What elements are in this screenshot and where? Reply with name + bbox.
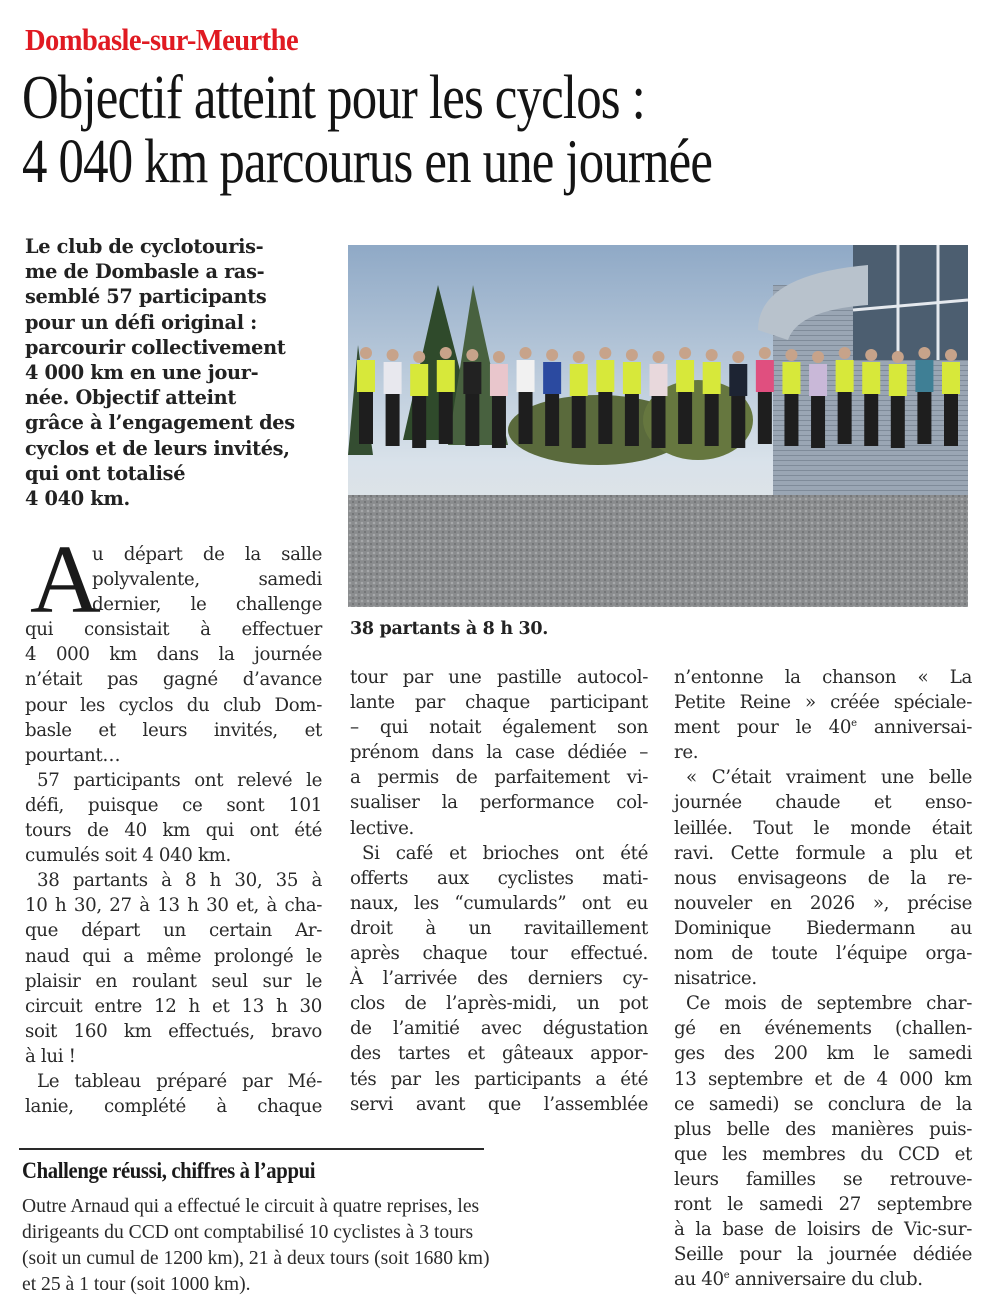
lead-line: grâce à l’engagement des	[25, 411, 295, 435]
body-line: « C’était vraiment une belle	[686, 767, 972, 789]
body-line: ce samedi) se conclura de la	[674, 1093, 972, 1115]
cyclist-figure	[437, 347, 455, 444]
body-line: clos de l’après-midi, un pot	[350, 993, 648, 1015]
body-column-1	[25, 526, 322, 1119]
body-line: Ce mois de septembre char-	[686, 993, 972, 1015]
box-line: dirigeants du CCD ont comptabilisé 10 cyclistes à 3 tours	[22, 1222, 474, 1243]
cyclist-figure	[463, 349, 481, 446]
headline-line: Objectif atteint pour les cyclos :	[22, 64, 645, 132]
body-line: dernier, le challenge	[92, 594, 322, 616]
box-line: et 25 à 1 tour (soit 1000 km).	[22, 1274, 251, 1295]
body-line: lective.	[350, 817, 414, 839]
body-line: pour les cyclos du club Dom-	[25, 694, 322, 716]
body-line: nous envisageons de la re-	[674, 867, 972, 889]
body-line: lanie, complété à chaque	[25, 1096, 322, 1118]
body-line: au 40e anniversaire du club.	[674, 1269, 923, 1291]
cyclist-figure	[915, 347, 933, 444]
box-divider	[19, 1148, 484, 1150]
drop-cap: A	[30, 526, 101, 634]
body-line: pourtant…	[25, 744, 121, 766]
body-line: gé en événements (challen-	[674, 1018, 972, 1040]
article-headline	[22, 66, 924, 194]
cyclist-figure	[782, 349, 800, 446]
body-line: après chaque tour effectué.	[350, 943, 648, 965]
body-line: Dominique Biedermann au	[674, 917, 972, 939]
body-line: – qui notait également son	[350, 717, 648, 739]
body-line: 38 partants à 8 h 30, 35 à	[37, 870, 322, 892]
cyclist-figure	[490, 351, 508, 448]
body-line: journée chaude et enso-	[674, 792, 972, 814]
body-line: À l’arrivée des derniers cy-	[350, 968, 648, 990]
body-line: nom de toute l’équipe orga-	[674, 943, 972, 965]
lead-line: me de Dombasle a ras-	[25, 260, 265, 284]
body-line: lante par chaque participant	[350, 692, 648, 714]
cyclist-figure	[596, 347, 614, 444]
lead-line: qui ont totalisé	[25, 461, 186, 485]
body-line: a permis de parfaitement vi-	[350, 767, 648, 789]
article-photo	[348, 245, 968, 607]
body-line: plus belle des manières puis-	[674, 1118, 972, 1140]
box-line: Outre Arnaud qui a effectué le circuit à quatre reprises, les	[22, 1196, 480, 1217]
body-line: naux, les “cumulards” ont eu	[350, 892, 648, 914]
body-line: tour par une pastille autocol-	[350, 667, 648, 688]
body-line: 10 h 30, 27 à 13 h 30 et, à cha-	[25, 895, 322, 917]
cyclist-figure	[543, 349, 561, 446]
body-line: Le tableau préparé par Mé-	[37, 1070, 322, 1092]
body-line: 57 participants ont relevé le	[37, 769, 322, 791]
body-line: de l’amitié avec dégustation	[350, 1018, 648, 1040]
box-title: Challenge réussi, chiffres à l’appui	[22, 1158, 316, 1183]
body-line: que les membres du CCD et	[674, 1143, 972, 1165]
body-column-2	[350, 665, 648, 1117]
body-line: ment pour le 40e anniversai-	[674, 717, 972, 739]
body-line: qui consistait à effectuer	[25, 619, 322, 641]
body-line: ravi. Cette formule a plu et	[674, 842, 972, 864]
cyclist-figure	[570, 351, 588, 448]
body-line: plaisir en roulant seul sur le	[25, 970, 322, 992]
lead-line: 4 000 km en une jour-	[25, 361, 259, 385]
body-line: tours de 40 km qui ont été	[25, 820, 322, 842]
lead-line: parcourir collectivement	[25, 335, 286, 359]
pavement	[348, 495, 968, 607]
body-line: servi avant que l’assemblée	[350, 1093, 648, 1115]
cyclist-figure	[676, 347, 694, 444]
cyclist-figure	[357, 347, 375, 444]
cyclist-figure	[942, 349, 960, 446]
body-line: n’était pas gagné d’avance	[25, 669, 322, 691]
lead-line: 4 040 km.	[25, 487, 130, 511]
body-line: prénom dans la case dédiée –	[350, 742, 648, 764]
cyclist-figure	[729, 351, 747, 448]
body-line: Petite Reine » créée spéciale-	[674, 692, 972, 714]
body-line: nouveler en 2026 », précise	[674, 892, 972, 914]
cyclist-figure	[623, 349, 641, 446]
body-line: polyvalente, samedi	[92, 569, 322, 591]
body-line: ges des 200 km le samedi	[674, 1043, 972, 1065]
body-line: cumulés soit 4 040 km.	[25, 845, 231, 867]
body-line: naud qui a même prolongé le	[25, 945, 322, 967]
body-line: droit à un ravitaillement	[350, 917, 648, 939]
headline-line: 4 040 km parcourus en une journée	[22, 128, 713, 196]
body-line: u départ de la salle	[92, 544, 322, 565]
body-line: leurs familles se retrouve-	[674, 1168, 972, 1190]
cyclist-figure	[756, 347, 774, 444]
cyclist-figure	[836, 347, 854, 444]
body-line: offerts aux cyclistes mati-	[350, 867, 648, 889]
box-body	[22, 1194, 662, 1298]
cyclist-figure	[703, 349, 721, 446]
cyclist-figure	[517, 347, 535, 444]
body-line: nisatrice.	[674, 968, 757, 990]
lead-line: née. Objectif atteint	[25, 386, 237, 410]
cyclists-group-photo	[348, 245, 968, 607]
body-line: n’entonne la chanson « La	[674, 667, 972, 688]
body-column-3	[674, 665, 972, 1292]
cyclist-figure	[650, 351, 668, 448]
body-line: 13 septembre et de 4 000 km	[674, 1068, 972, 1090]
body-line: à la base de loisirs de Vic-sur-	[674, 1219, 972, 1241]
photo-caption: 38 partants à 8 h 30.	[350, 619, 549, 639]
lead-line: Le club de cyclotouris-	[25, 235, 264, 258]
lead-line: cyclos et de leurs invités,	[25, 436, 290, 460]
cyclists	[357, 347, 960, 448]
cyclist-figure	[410, 351, 428, 448]
body-line: re.	[674, 742, 699, 764]
cyclist-figure	[384, 349, 402, 446]
body-line: des tartes et gâteaux appor-	[350, 1043, 648, 1065]
lead-line: semblé 57 participants	[25, 285, 267, 309]
body-line: circuit entre 12 h et 13 h 30	[25, 995, 322, 1017]
body-line: basle et leurs invités, et	[25, 719, 322, 741]
body-line: ront le samedi 27 septembre	[674, 1193, 972, 1215]
cyclist-figure	[809, 351, 827, 448]
cyclist-figure	[862, 349, 880, 446]
body-line: leillée. Tout le monde était	[674, 817, 972, 839]
body-line: à lui !	[25, 1045, 76, 1067]
body-line: Si café et brioches ont été	[362, 842, 648, 864]
body-line: Seille pour la journée dédiée	[674, 1244, 972, 1266]
article-lead	[25, 234, 325, 511]
body-line: 4 000 km dans la journée	[25, 644, 322, 666]
body-line: défi, puisque ce sont 101	[25, 794, 322, 816]
section-kicker: Dombasle-sur-Meurthe	[25, 22, 299, 57]
body-line: tés par les participants a été	[350, 1068, 648, 1090]
box-line: (soit un cumul de 1200 km), 21 à deux tours (soit 1680 km)	[22, 1248, 490, 1269]
body-line: que départ un certain Ar-	[25, 920, 322, 942]
body-line: soit 160 km effectués, bravo	[25, 1020, 322, 1042]
lead-line: pour un défi original :	[25, 310, 257, 334]
cyclist-figure	[889, 351, 907, 448]
body-line: sualiser la performance col-	[350, 792, 648, 814]
